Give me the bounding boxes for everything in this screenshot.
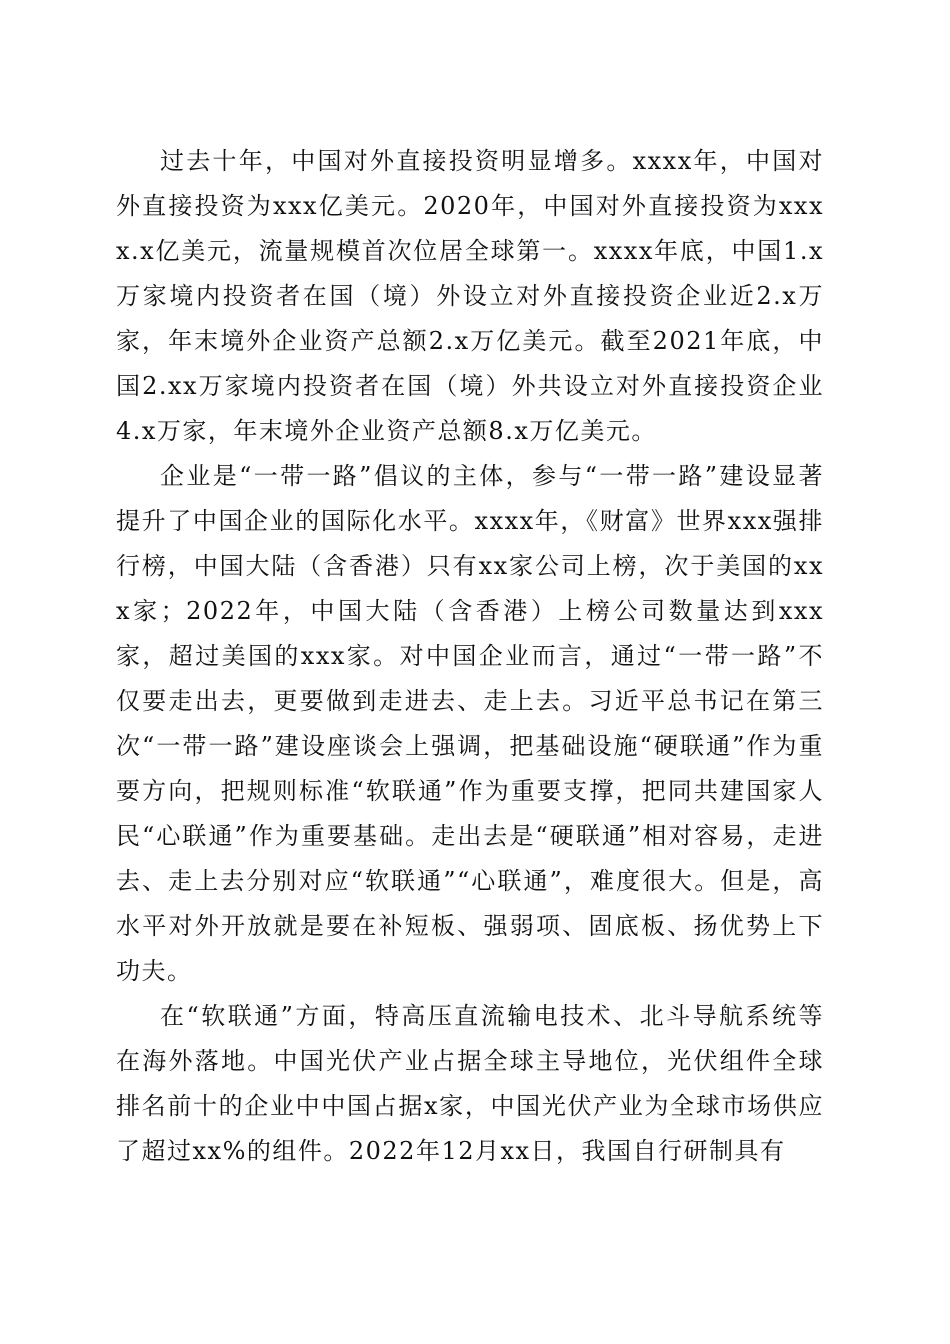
document-body	[116, 139, 824, 1174]
paragraph-outbound-investment: 过去十年，中国对外直接投资明显增多。xxxx年，中国对外直接投资为xxx亿美元。2020年，中国对外直接投资为xxxx.x亿美元，流量规模首次位居全球第一。xxxx年底，中国1.x万家境内投资者在国（境）外设立对外直接投资企业近2.x万家，年末境外企业资产总额2.x万亿美元。截至2021年底，中国2.xx万家境内投资者在国（境）外共设立对外直接投资企业4.x万家，年末境外企业资产总额8.x万亿美元。	[116, 147, 824, 445]
paragraph-belt-and-road-enterprises: 企业是“一带一路”倡议的主体，参与“一带一路”建设显著提升了中国企业的国际化水平。xxxx年，《财富》世界xxx强排行榜，中国大陆（含香港）只有xx家公司上榜，次于美国的xxx家；2022年，中国大陆（含香港）上榜公司数量达到xxx家，超过美国的xxx家。对中国企业而言，通过“一带一路”不仅要走出去，更要做到走进去、走上去。习近平总书记在第三次“一带一路”建设座谈会上强调，把基础设施“硬联通”作为重要方向，把规则标准“软联通”作为重要支撑，把同共建国家人民“心联通”作为重要基础。走出去是“硬联通”相对容易，走进去、走上去分别对应“软联通”“心联通”，难度很大。但是，高水平对外开放就是要在补短板、强弱项、固底板、扬优势上下功夫。	[116, 462, 824, 985]
paragraph-soft-connectivity: 在“软联通”方面，特高压直流输电技术、北斗导航系统等在海外落地。中国光伏产业占据全球主导地位，光伏组件全球排名前十的企业中中国占据x家，中国光伏产业为全球市场供应了超过xx%的组件。2022年12月xx日，我国自行研制具有	[116, 1002, 824, 1165]
